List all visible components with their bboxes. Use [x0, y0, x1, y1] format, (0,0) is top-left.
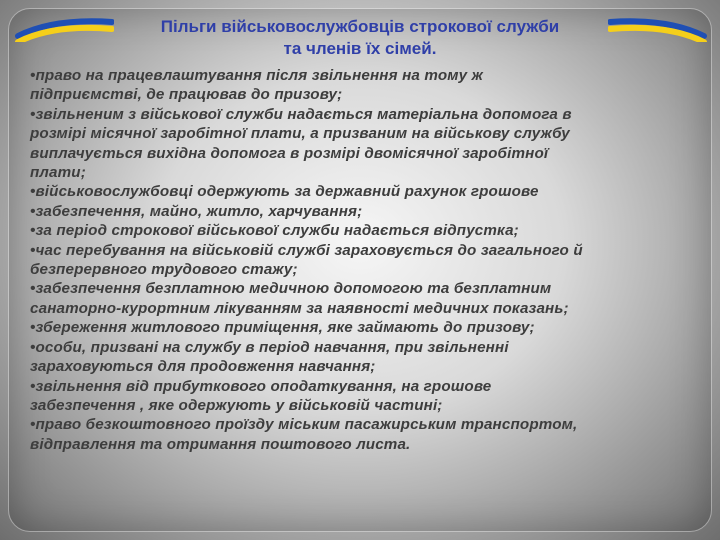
text-line: •за період строкової військової служби надається відпустка;: [30, 222, 519, 240]
text-line: •забезпечення, майно, житло, харчування;: [30, 202, 363, 220]
title-line: та членів їх сімей.: [283, 39, 437, 58]
text-line: •військовослужбовці одержують за державний рахунок грошове: [30, 183, 539, 201]
text-line: підприємстві, де працював до призову;: [30, 86, 343, 104]
text-line: безперервного трудового стажу;: [30, 261, 298, 279]
text-line: •час перебування на військовій службі зараховується до загального й: [30, 241, 583, 259]
benefits-list: [30, 66, 702, 454]
text-line: розмірі місячної заробітної плати, а призваним на військову службу: [30, 125, 570, 143]
text-line: плати;: [30, 164, 86, 182]
flag-ribbon-left-icon: [14, 14, 114, 42]
text-line: •право безкоштовного проїзду міським пасажирським транспортом,: [30, 416, 578, 434]
text-line: •збереження житлового приміщення, яке займають до призову;: [30, 319, 535, 337]
slide-title: [100, 16, 620, 60]
text-line: •особи, призвані на службу в період навчання, при звільненні: [30, 338, 509, 356]
text-line: виплачується вихідна допомога в розмірі двомісячної заробітної: [30, 144, 549, 162]
text-line: забезпечення , яке одержують у військовій частині;: [30, 396, 443, 414]
text-line: •звільнення від прибуткового оподаткування, на грошове: [30, 377, 492, 395]
flag-ribbon-right-icon: [608, 14, 708, 42]
text-line: санаторно-курортним лікуванням за наявності медичних показань;: [30, 299, 569, 317]
text-line: відправлення та отримання поштового листа.: [30, 435, 411, 453]
title-line: Пільги військовослужбовців строкової служби: [160, 17, 560, 36]
text-line: •право на працевлаштування після звільнення на тому ж: [30, 67, 483, 84]
text-line: •забезпечення безплатною медичною допомогою та безплатним: [30, 280, 552, 298]
text-line: зараховуються для продовження навчання;: [30, 358, 376, 376]
text-line: •звільненим з військової служби надається матеріальна допомога в: [30, 105, 572, 123]
